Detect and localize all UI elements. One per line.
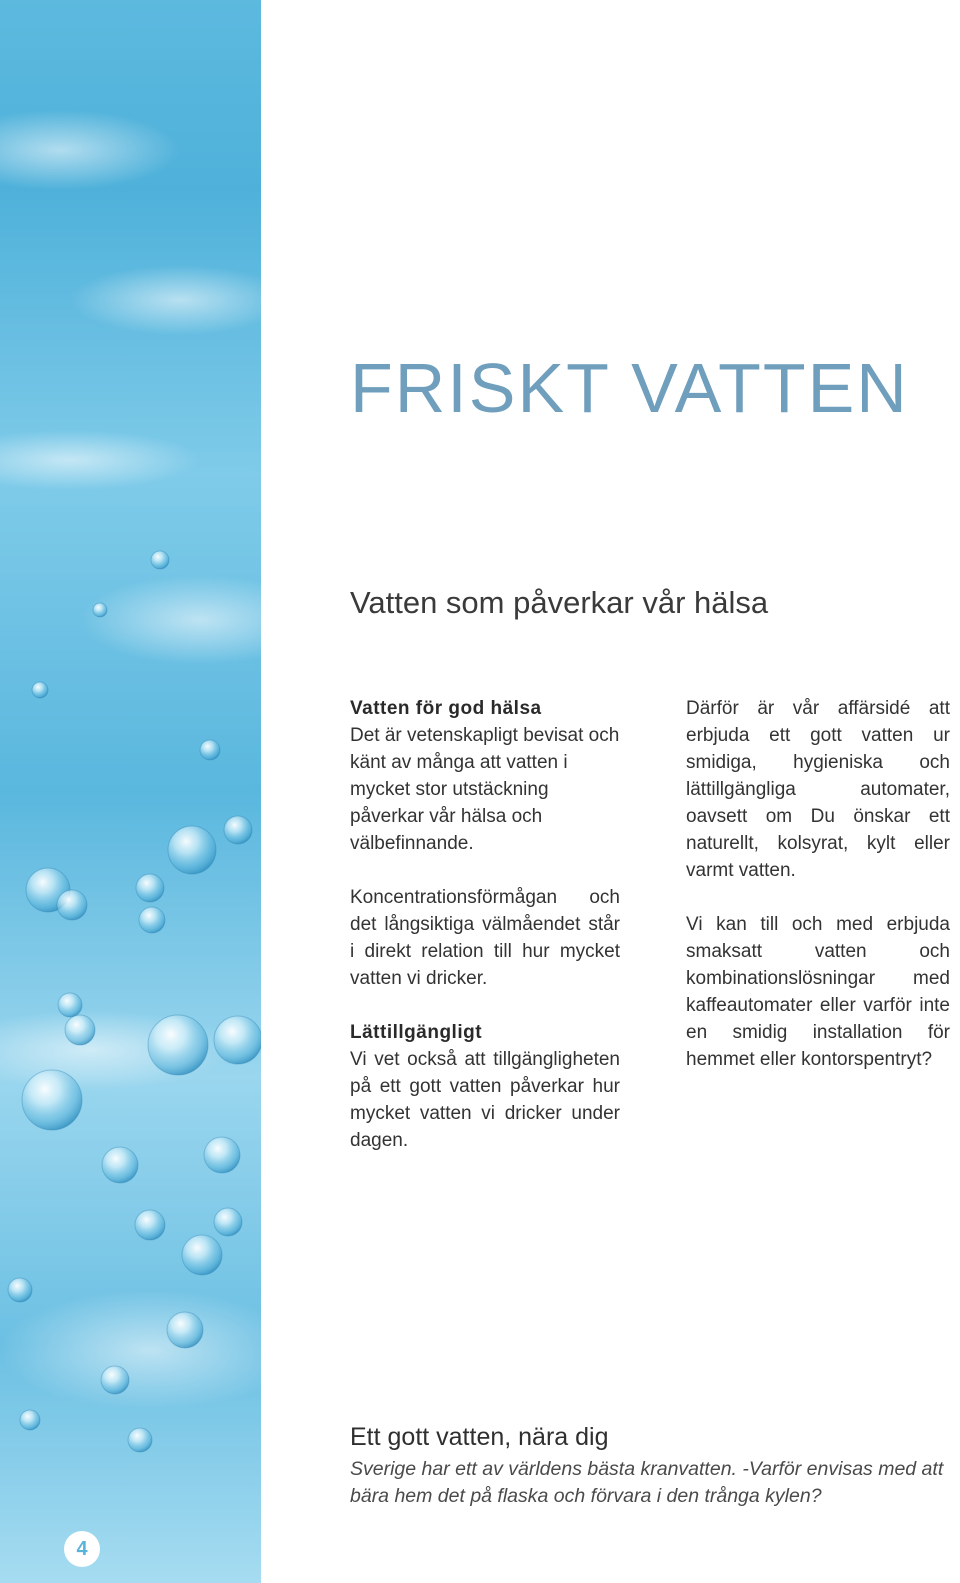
right-column	[686, 695, 950, 1073]
paragraph-flavoured-water: Vi kan till och med erbjuda smaksatt vatten och kombinationslösningar med kaffeautomater eller varför inte en smidig installation för hemmet eller kontorspentryt?	[686, 914, 950, 1070]
water-bubbles-image	[0, 0, 261, 1583]
page-number: 4	[64, 1531, 100, 1567]
page-title: FRISKT VATTEN	[350, 349, 909, 427]
footer-text: Sverige har ett av världens bästa kranvatten. -Varför envisas med att bära hem det på flaska och förvara i den trånga kylen?	[350, 1458, 944, 1507]
paragraph-health: Det är vetenskapligt bevisat och känt av många att vatten i mycket stor utstäckning påverkar vår hälsa och välbefinnande.	[350, 725, 620, 854]
paragraph-accessible: Vi vet också att tillgängligheten på ett gott vatten påverkar hur mycket vatten vi dricker under dagen.	[350, 1049, 620, 1151]
page-subtitle: Vatten som påverkar vår hälsa	[350, 585, 769, 620]
footer-heading: Ett gott vatten, nära dig	[350, 1423, 609, 1451]
paragraph-concentration: Koncentrationsförmågan och det långsiktiga välmåendet står i direkt relation till hur mycket vatten vi dricker.	[350, 887, 620, 989]
section-heading-accessible: Lättillgängligt	[350, 1022, 483, 1043]
paragraph-business-idea: Därför är vår affärsidé att erbjuda ett gott vatten ur smidiga, hygieniska och lättillgängliga automater, oavsett om Du önskar ett naturellt, kolsyrat, kylt eller varmt vatten.	[686, 698, 950, 881]
left-column	[350, 695, 620, 1154]
water-bubbles-illustration	[0, 0, 261, 1583]
section-heading-health: Vatten för god hälsa	[350, 698, 542, 719]
